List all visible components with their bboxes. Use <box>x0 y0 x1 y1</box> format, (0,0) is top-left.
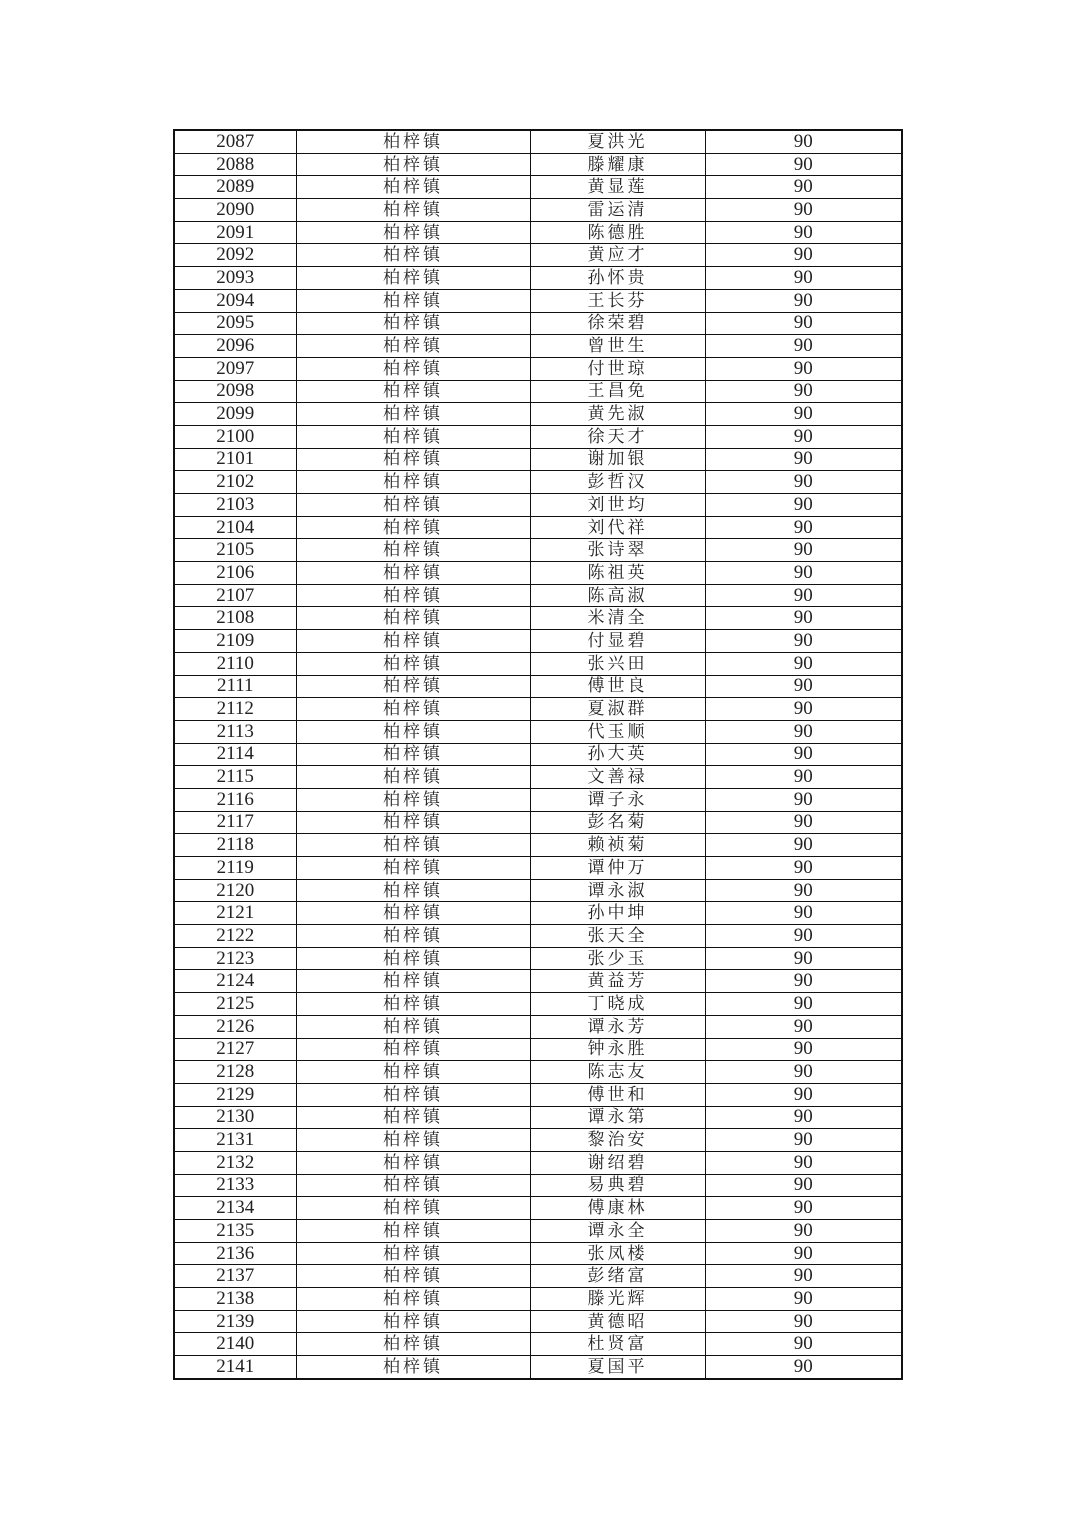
person-name-cell: 钟永胜 <box>530 1038 705 1061</box>
amount-cell: 90 <box>705 403 902 426</box>
amount-cell: 90 <box>705 698 902 721</box>
person-name-cell: 刘代祥 <box>530 516 705 539</box>
person-name-cell: 傅康林 <box>530 1197 705 1220</box>
amount-cell: 90 <box>705 199 902 222</box>
town-cell: 柏梓镇 <box>296 380 530 403</box>
town-cell: 柏梓镇 <box>296 1174 530 1197</box>
row-number-cell: 2100 <box>174 425 296 448</box>
amount-cell: 90 <box>705 630 902 653</box>
row-number-cell: 2094 <box>174 289 296 312</box>
town-cell: 柏梓镇 <box>296 312 530 335</box>
row-number-cell: 2092 <box>174 244 296 267</box>
amount-cell: 90 <box>705 539 902 562</box>
person-name-cell: 谭仲万 <box>530 857 705 880</box>
town-cell: 柏梓镇 <box>296 1288 530 1311</box>
row-number-cell: 2134 <box>174 1197 296 1220</box>
town-cell: 柏梓镇 <box>296 834 530 857</box>
row-number-cell: 2126 <box>174 1015 296 1038</box>
town-cell: 柏梓镇 <box>296 1197 530 1220</box>
amount-cell: 90 <box>705 788 902 811</box>
person-name-cell: 徐天才 <box>530 425 705 448</box>
table-row <box>174 1038 902 1061</box>
amount-cell: 90 <box>705 289 902 312</box>
row-number-cell: 2090 <box>174 199 296 222</box>
table-row <box>174 289 902 312</box>
town-cell: 柏梓镇 <box>296 199 530 222</box>
table-row <box>174 1015 902 1038</box>
table-row <box>174 652 902 675</box>
row-number-cell: 2129 <box>174 1083 296 1106</box>
person-name-cell: 彭名菊 <box>530 811 705 834</box>
amount-cell: 90 <box>705 267 902 290</box>
amount-cell: 90 <box>705 335 902 358</box>
person-name-cell: 王长芬 <box>530 289 705 312</box>
town-cell: 柏梓镇 <box>296 1083 530 1106</box>
amount-cell: 90 <box>705 1265 902 1288</box>
person-name-cell: 曾世生 <box>530 335 705 358</box>
town-cell: 柏梓镇 <box>296 584 530 607</box>
row-number-cell: 2087 <box>174 130 296 153</box>
town-cell: 柏梓镇 <box>296 1106 530 1129</box>
amount-cell: 90 <box>705 312 902 335</box>
person-name-cell: 谭永第 <box>530 1106 705 1129</box>
row-number-cell: 2124 <box>174 970 296 993</box>
amount-cell: 90 <box>705 879 902 902</box>
row-number-cell: 2115 <box>174 766 296 789</box>
row-number-cell: 2095 <box>174 312 296 335</box>
table-row <box>174 562 902 585</box>
row-number-cell: 2105 <box>174 539 296 562</box>
amount-cell: 90 <box>705 471 902 494</box>
table-row <box>174 811 902 834</box>
town-cell: 柏梓镇 <box>296 1061 530 1084</box>
row-number-cell: 2122 <box>174 925 296 948</box>
row-number-cell: 2110 <box>174 652 296 675</box>
row-number-cell: 2106 <box>174 562 296 585</box>
town-cell: 柏梓镇 <box>296 425 530 448</box>
town-cell: 柏梓镇 <box>296 788 530 811</box>
person-name-cell: 夏国平 <box>530 1356 705 1379</box>
town-cell: 柏梓镇 <box>296 652 530 675</box>
person-name-cell: 傅世和 <box>530 1083 705 1106</box>
town-cell: 柏梓镇 <box>296 1310 530 1333</box>
amount-cell: 90 <box>705 652 902 675</box>
amount-cell: 90 <box>705 130 902 153</box>
table-row <box>174 425 902 448</box>
amount-cell: 90 <box>705 244 902 267</box>
town-cell: 柏梓镇 <box>296 720 530 743</box>
amount-cell: 90 <box>705 1197 902 1220</box>
row-number-cell: 2104 <box>174 516 296 539</box>
town-cell: 柏梓镇 <box>296 902 530 925</box>
row-number-cell: 2109 <box>174 630 296 653</box>
person-name-cell: 夏洪光 <box>530 130 705 153</box>
row-number-cell: 2140 <box>174 1333 296 1356</box>
town-cell: 柏梓镇 <box>296 675 530 698</box>
person-name-cell: 赖祯菊 <box>530 834 705 857</box>
row-number-cell: 2135 <box>174 1220 296 1243</box>
row-number-cell: 2102 <box>174 471 296 494</box>
amount-cell: 90 <box>705 925 902 948</box>
person-name-cell: 付显碧 <box>530 630 705 653</box>
amount-cell: 90 <box>705 1356 902 1379</box>
row-number-cell: 2088 <box>174 153 296 176</box>
town-cell: 柏梓镇 <box>296 1220 530 1243</box>
person-name-cell: 彭绪富 <box>530 1265 705 1288</box>
town-cell: 柏梓镇 <box>296 1242 530 1265</box>
amount-cell: 90 <box>705 607 902 630</box>
table-row <box>174 312 902 335</box>
person-name-cell: 易典碧 <box>530 1174 705 1197</box>
row-number-cell: 2121 <box>174 902 296 925</box>
amount-cell: 90 <box>705 516 902 539</box>
town-cell: 柏梓镇 <box>296 1356 530 1379</box>
town-cell: 柏梓镇 <box>296 947 530 970</box>
person-name-cell: 王昌免 <box>530 380 705 403</box>
table-row <box>174 357 902 380</box>
town-cell: 柏梓镇 <box>296 1015 530 1038</box>
town-cell: 柏梓镇 <box>296 811 530 834</box>
row-number-cell: 2138 <box>174 1288 296 1311</box>
row-number-cell: 2098 <box>174 380 296 403</box>
amount-cell: 90 <box>705 562 902 585</box>
table-row <box>174 1174 902 1197</box>
amount-cell: 90 <box>705 494 902 517</box>
table-row <box>174 176 902 199</box>
town-cell: 柏梓镇 <box>296 925 530 948</box>
table-row <box>174 1129 902 1152</box>
amount-cell: 90 <box>705 1242 902 1265</box>
town-cell: 柏梓镇 <box>296 1333 530 1356</box>
amount-cell: 90 <box>705 357 902 380</box>
person-name-cell: 徐荣碧 <box>530 312 705 335</box>
person-name-cell: 陈高淑 <box>530 584 705 607</box>
table-body <box>174 130 902 1379</box>
town-cell: 柏梓镇 <box>296 448 530 471</box>
table-row <box>174 130 902 153</box>
table-row <box>174 947 902 970</box>
person-name-cell: 陈志友 <box>530 1061 705 1084</box>
amount-cell: 90 <box>705 425 902 448</box>
row-number-cell: 2125 <box>174 993 296 1016</box>
town-cell: 柏梓镇 <box>296 607 530 630</box>
table-row <box>174 403 902 426</box>
table-row <box>174 516 902 539</box>
person-name-cell: 谭永全 <box>530 1220 705 1243</box>
table-row <box>174 879 902 902</box>
amount-cell: 90 <box>705 1015 902 1038</box>
town-cell: 柏梓镇 <box>296 562 530 585</box>
person-name-cell: 杜贤富 <box>530 1333 705 1356</box>
person-name-cell: 夏淑群 <box>530 698 705 721</box>
table-row <box>174 199 902 222</box>
table-row <box>174 1083 902 1106</box>
person-name-cell: 张诗翠 <box>530 539 705 562</box>
table-row <box>174 1197 902 1220</box>
row-number-cell: 2128 <box>174 1061 296 1084</box>
table-row <box>174 267 902 290</box>
amount-cell: 90 <box>705 221 902 244</box>
town-cell: 柏梓镇 <box>296 516 530 539</box>
row-number-cell: 2091 <box>174 221 296 244</box>
row-number-cell: 2089 <box>174 176 296 199</box>
amount-cell: 90 <box>705 1038 902 1061</box>
table-row <box>174 743 902 766</box>
town-cell: 柏梓镇 <box>296 403 530 426</box>
person-name-cell: 黄应才 <box>530 244 705 267</box>
town-cell: 柏梓镇 <box>296 993 530 1016</box>
person-name-cell: 孙大英 <box>530 743 705 766</box>
person-name-cell: 滕光辉 <box>530 1288 705 1311</box>
amount-cell: 90 <box>705 380 902 403</box>
person-name-cell: 张兴田 <box>530 652 705 675</box>
row-number-cell: 2093 <box>174 267 296 290</box>
table-row <box>174 221 902 244</box>
person-name-cell: 张天全 <box>530 925 705 948</box>
town-cell: 柏梓镇 <box>296 130 530 153</box>
town-cell: 柏梓镇 <box>296 970 530 993</box>
row-number-cell: 2111 <box>174 675 296 698</box>
table-row <box>174 448 902 471</box>
table-row <box>174 1242 902 1265</box>
amount-cell: 90 <box>705 675 902 698</box>
table-row <box>174 584 902 607</box>
row-number-cell: 2116 <box>174 788 296 811</box>
table-row <box>174 494 902 517</box>
person-name-cell: 张少玉 <box>530 947 705 970</box>
town-cell: 柏梓镇 <box>296 357 530 380</box>
town-cell: 柏梓镇 <box>296 857 530 880</box>
person-name-cell: 谢绍碧 <box>530 1151 705 1174</box>
amount-cell: 90 <box>705 1333 902 1356</box>
person-name-cell: 谭永芳 <box>530 1015 705 1038</box>
person-name-cell: 丁晓成 <box>530 993 705 1016</box>
row-number-cell: 2096 <box>174 335 296 358</box>
amount-cell: 90 <box>705 947 902 970</box>
amount-cell: 90 <box>705 1106 902 1129</box>
person-name-cell: 傅世良 <box>530 675 705 698</box>
amount-cell: 90 <box>705 970 902 993</box>
amount-cell: 90 <box>705 857 902 880</box>
row-number-cell: 2141 <box>174 1356 296 1379</box>
row-number-cell: 2117 <box>174 811 296 834</box>
amount-cell: 90 <box>705 1151 902 1174</box>
table-row <box>174 834 902 857</box>
table-row <box>174 1356 902 1379</box>
amount-cell: 90 <box>705 1288 902 1311</box>
row-number-cell: 2119 <box>174 857 296 880</box>
row-number-cell: 2107 <box>174 584 296 607</box>
table-row <box>174 380 902 403</box>
person-name-cell: 谢加银 <box>530 448 705 471</box>
person-name-cell: 雷运清 <box>530 199 705 222</box>
person-name-cell: 孙中坤 <box>530 902 705 925</box>
amount-cell: 90 <box>705 448 902 471</box>
person-name-cell: 谭子永 <box>530 788 705 811</box>
town-cell: 柏梓镇 <box>296 494 530 517</box>
person-name-cell: 黄益芳 <box>530 970 705 993</box>
table-row <box>174 675 902 698</box>
row-number-cell: 2099 <box>174 403 296 426</box>
amount-cell: 90 <box>705 1310 902 1333</box>
person-name-cell: 张凤楼 <box>530 1242 705 1265</box>
person-name-cell: 谭永淑 <box>530 879 705 902</box>
table-row <box>174 698 902 721</box>
table-row <box>174 925 902 948</box>
town-cell: 柏梓镇 <box>296 289 530 312</box>
person-name-cell: 文善禄 <box>530 766 705 789</box>
table-row <box>174 1061 902 1084</box>
amount-cell: 90 <box>705 176 902 199</box>
table-row <box>174 1151 902 1174</box>
town-cell: 柏梓镇 <box>296 244 530 267</box>
table-row <box>174 1333 902 1356</box>
row-number-cell: 2132 <box>174 1151 296 1174</box>
town-cell: 柏梓镇 <box>296 1265 530 1288</box>
row-number-cell: 2103 <box>174 494 296 517</box>
town-cell: 柏梓镇 <box>296 1129 530 1152</box>
town-cell: 柏梓镇 <box>296 743 530 766</box>
person-name-cell: 黄显莲 <box>530 176 705 199</box>
table-row <box>174 244 902 267</box>
table-row <box>174 1288 902 1311</box>
town-cell: 柏梓镇 <box>296 267 530 290</box>
row-number-cell: 2136 <box>174 1242 296 1265</box>
row-number-cell: 2112 <box>174 698 296 721</box>
table-row <box>174 607 902 630</box>
table-row <box>174 335 902 358</box>
row-number-cell: 2131 <box>174 1129 296 1152</box>
row-number-cell: 2101 <box>174 448 296 471</box>
table-row <box>174 766 902 789</box>
row-number-cell: 2118 <box>174 834 296 857</box>
row-number-cell: 2114 <box>174 743 296 766</box>
row-number-cell: 2127 <box>174 1038 296 1061</box>
amount-cell: 90 <box>705 1061 902 1084</box>
amount-cell: 90 <box>705 993 902 1016</box>
person-name-cell: 彭哲汉 <box>530 471 705 494</box>
person-name-cell: 黎治安 <box>530 1129 705 1152</box>
amount-cell: 90 <box>705 834 902 857</box>
town-cell: 柏梓镇 <box>296 766 530 789</box>
row-number-cell: 2097 <box>174 357 296 380</box>
row-number-cell: 2130 <box>174 1106 296 1129</box>
row-number-cell: 2113 <box>174 720 296 743</box>
person-name-cell: 陈德胜 <box>530 221 705 244</box>
town-cell: 柏梓镇 <box>296 879 530 902</box>
row-number-cell: 2123 <box>174 947 296 970</box>
table-row <box>174 857 902 880</box>
amount-cell: 90 <box>705 1174 902 1197</box>
row-number-cell: 2139 <box>174 1310 296 1333</box>
person-name-cell: 陈祖英 <box>530 562 705 585</box>
amount-cell: 90 <box>705 153 902 176</box>
town-cell: 柏梓镇 <box>296 539 530 562</box>
row-number-cell: 2108 <box>174 607 296 630</box>
town-cell: 柏梓镇 <box>296 153 530 176</box>
table-row <box>174 720 902 743</box>
person-name-cell: 代玉顺 <box>530 720 705 743</box>
person-name-cell: 米清全 <box>530 607 705 630</box>
amount-cell: 90 <box>705 1083 902 1106</box>
town-cell: 柏梓镇 <box>296 630 530 653</box>
row-number-cell: 2133 <box>174 1174 296 1197</box>
person-name-cell: 付世琼 <box>530 357 705 380</box>
amount-cell: 90 <box>705 743 902 766</box>
table-row <box>174 539 902 562</box>
amount-cell: 90 <box>705 1220 902 1243</box>
table-row <box>174 993 902 1016</box>
amount-cell: 90 <box>705 584 902 607</box>
town-cell: 柏梓镇 <box>296 471 530 494</box>
town-cell: 柏梓镇 <box>296 698 530 721</box>
amount-cell: 90 <box>705 766 902 789</box>
town-cell: 柏梓镇 <box>296 1038 530 1061</box>
table-row <box>174 153 902 176</box>
beneficiary-table <box>173 129 903 1380</box>
table-row <box>174 1310 902 1333</box>
table-row <box>174 788 902 811</box>
table-row <box>174 902 902 925</box>
amount-cell: 90 <box>705 811 902 834</box>
town-cell: 柏梓镇 <box>296 176 530 199</box>
row-number-cell: 2120 <box>174 879 296 902</box>
table-row <box>174 970 902 993</box>
person-name-cell: 滕耀康 <box>530 153 705 176</box>
table-row <box>174 471 902 494</box>
person-name-cell: 刘世均 <box>530 494 705 517</box>
table-row <box>174 1220 902 1243</box>
amount-cell: 90 <box>705 720 902 743</box>
amount-cell: 90 <box>705 1129 902 1152</box>
town-cell: 柏梓镇 <box>296 335 530 358</box>
row-number-cell: 2137 <box>174 1265 296 1288</box>
town-cell: 柏梓镇 <box>296 1151 530 1174</box>
table-row <box>174 1106 902 1129</box>
table-row <box>174 630 902 653</box>
amount-cell: 90 <box>705 902 902 925</box>
town-cell: 柏梓镇 <box>296 221 530 244</box>
table-row <box>174 1265 902 1288</box>
person-name-cell: 孙怀贵 <box>530 267 705 290</box>
person-name-cell: 黄德昭 <box>530 1310 705 1333</box>
person-name-cell: 黄先淑 <box>530 403 705 426</box>
